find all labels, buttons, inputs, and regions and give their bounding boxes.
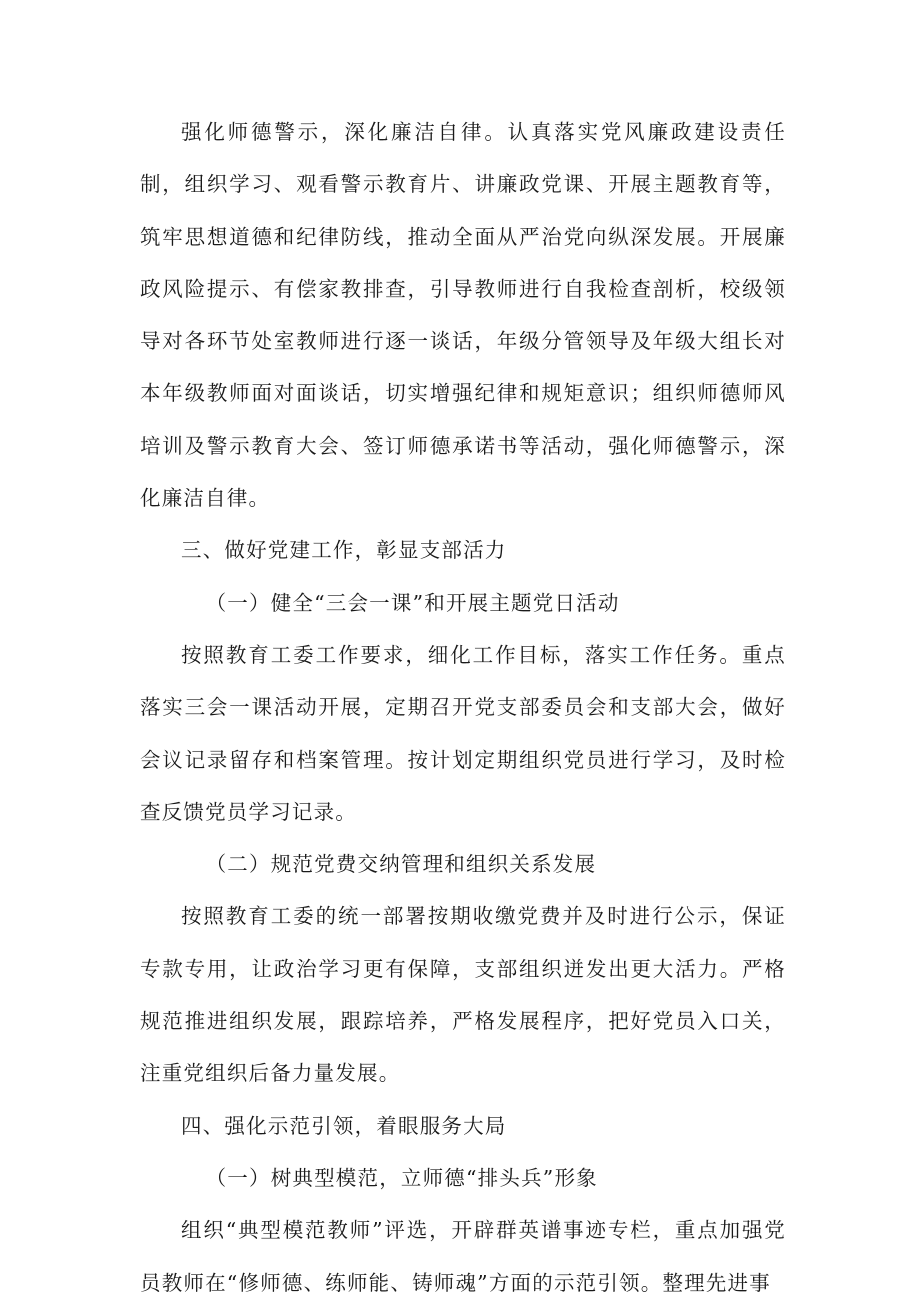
paragraph-role-models: 组织“典型模范教师”评选，开辟群英谱事迹专栏，重点加强党员教师在“修师德、练师能、铸师魂”方面的示范引领。整理先进事	[140, 1218, 786, 1295]
paragraph-integrity: 强化师德警示，深化廉洁自律。认真落实党风廉政建设责任制，组织学习、观看警示教育片、讲廉政党课、开展主题教育等，筑牢思想道德和纪律防线，推动全面从严治党向纵深发展。开展廉政风险提示、有偿家教排查，引导教师进行自我检查剖析，校级领导对各环节处室教师进行逐一谈话，年级分管领导及年级大组长对本年级教师面对面谈话，切实增强纪律和规矩意识；组织师德师风培训及警示教育大会、签订师德承诺书等活动，强化师德警示，深化廉洁自律。	[140, 120, 786, 511]
document-page	[140, 106, 786, 1309]
section-heading-demonstration: 四、强化示范引领，着眼服务大局	[181, 1113, 507, 1138]
subheading-three-meetings: （一）健全“三会一课”和开展主题党日活动	[205, 590, 620, 615]
subheading-party-dues: （二）规范党费交纳管理和组织关系发展	[205, 852, 597, 877]
subheading-role-models: （一）树典型模范，立师德“排头兵”形象	[205, 1165, 598, 1190]
section-heading-party-building: 三、做好党建工作，彰显支部活力	[181, 538, 507, 563]
paragraph-party-dues: 按照教育工委的统一部署按期收缴党费并及时进行公示，保证专款专用，让政治学习更有保障，支部组织迸发出更大活力。严格规范推进组织发展，跟踪培养，严格发展程序，把好党员入口关，注重党组织后备力量发展。	[140, 904, 786, 1086]
paragraph-three-meetings: 按照教育工委工作要求，细化工作目标，落实工作任务。重点落实三会一课活动开展，定期召开党支部委员会和支部大会，做好会议记录留存和档案管理。按计划定期组织党员进行学习，及时检查反馈党员学习记录。	[140, 642, 786, 824]
